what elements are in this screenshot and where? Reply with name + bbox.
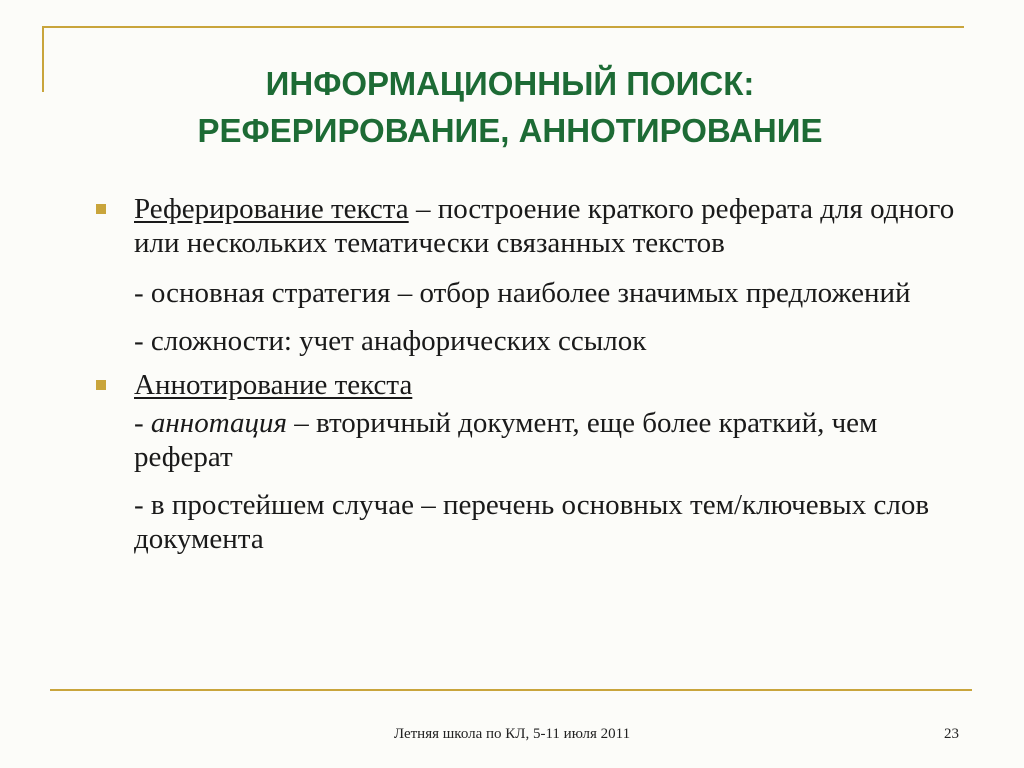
slide-title bbox=[60, 60, 960, 154]
sub-item-strategy: - основная стратегия – отбор наиболее значимых предложений bbox=[134, 277, 911, 309]
sub-item-annotation-definition bbox=[96, 406, 956, 474]
sub-item-prefix: - bbox=[134, 407, 151, 439]
sub-item-difficulties: - сложности: учет анафорических ссылок bbox=[134, 325, 647, 357]
slide-title-line-1: ИНФОРМАЦИОННЫЙ ПОИСК: bbox=[265, 65, 755, 102]
bullet-text-summarization bbox=[134, 192, 956, 260]
term-annotatsiya: аннотация bbox=[150, 407, 287, 439]
footer-divider bbox=[50, 689, 972, 691]
page-number: 23 bbox=[944, 726, 959, 742]
annotation-definition-text: – вторичный документ, еще более краткий, чем реферат bbox=[134, 407, 878, 473]
sub-item-simplest-case: - в простейшем случае – перечень основных тем/ключевых слов документа bbox=[134, 489, 930, 555]
term-summarization: Реферирование текста bbox=[134, 193, 409, 225]
bullet-text-annotation bbox=[134, 368, 956, 402]
slide-title-line-2: РЕФЕРИРОВАНИЕ, АННОТИРОВАНИЕ bbox=[197, 112, 823, 149]
frame-left-line bbox=[42, 26, 44, 92]
frame-top-line bbox=[42, 26, 964, 28]
definition-summarization: – построение краткого реферата для одного или нескольких тематически связанных текстов bbox=[134, 193, 955, 259]
bullet-item-annotation bbox=[96, 368, 956, 402]
bullet-item-summarization bbox=[96, 192, 956, 260]
footer-text: Летняя школа по КЛ, 5-11 июля 2011 bbox=[393, 726, 631, 742]
slide-content bbox=[96, 192, 956, 556]
square-bullet-icon bbox=[96, 380, 106, 390]
term-annotation: Аннотирование текста bbox=[134, 369, 413, 401]
square-bullet-icon bbox=[96, 204, 106, 214]
